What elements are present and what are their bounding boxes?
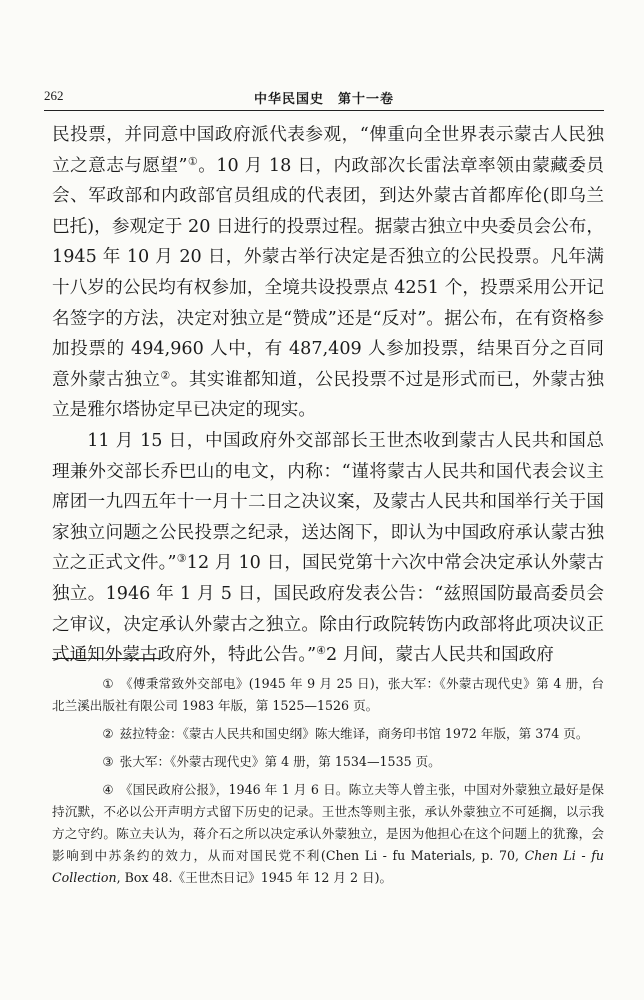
running-title: 中华民国史 第十一卷: [253, 92, 394, 107]
footnotes-section: [52, 673, 604, 895]
footnote-text-part-a: 《国民政府公报》，1946 年 1 月 6 日。陈立夫等人曾主张，中国对外蒙独立最好是保持沉默，不必以公开声明方式留下历史的记录。王世杰等则主张，承认外蒙独立不可延搁，以示我方之守约。陈立夫认为，蒋介石之所以决定承认外蒙独立，是因为他担心在这个问题上的犹豫，会影响到中苏条约的效力，从而对国民党不利(Chen Li - fu Materials, p. 70,: [52, 782, 604, 863]
paragraph-1: [52, 120, 604, 426]
paragraph-1-part-b: 。10 月 18 日，内政部次长雷法章率领由蒙藏委员会、军政部和内政部官员组成的代表团，到达外蒙古首都库伦(即乌兰巴托)，参观定于 20 日进行的投票过程。据蒙古独立中央委员会公布，1945 年 10 月 20 日，外蒙古举行决定是否独立的公民投票。凡年满十八岁的公民均有权参加，全境共设投票点 4251 个，投票采用公开记名签字的方法，决定对独立是“赞成”还是“反对”。据公布，在有资格参加投票的 494,960 人中，有 487,409 人参加投票，结果百分之百同意外蒙古独立: [52, 155, 604, 390]
page-number: 262: [44, 88, 64, 103]
footnote-text-italic: Chen Li - fu Collection: [52, 848, 604, 885]
footnote-text-part-b: , Box 48.《王世杰日记》1945 年 12 月 2 日)。: [116, 870, 393, 885]
footnote-ref-1[interactable]: ①: [187, 154, 199, 168]
footnote-text: 兹拉特金：《蒙古人民共和国史纲》陈大维译，商务印书馆 1972 年版，第 374 页。: [119, 726, 589, 741]
footnote-4: [52, 779, 604, 889]
page-header: [44, 86, 604, 111]
footnote-marker: ③: [102, 754, 114, 769]
paragraph-2-part-a: 11 月 15 日，中国政府外交部部长王世杰收到蒙古人民共和国总理兼外交部长乔巴山的电文，内称：“谨将蒙古人民共和国代表会议主席团一九四五年十一月十二日之决议案，及蒙古人民共和国举行关于国家独立问题之公民投票之纪录，送达阁下，即认为中国政府承认蒙古独立之正式文件。”: [52, 430, 604, 574]
footnote-text: 《傅秉常致外交部电》(1945 年 9 月 25 日)，张大军：《外蒙古现代史》第 4 册，台北兰溪出版社有限公司 1983 年版，第 1525—1526 页。: [52, 676, 604, 713]
paragraph-2-part-c: 2 月间，蒙古人民共和国政府: [325, 645, 554, 666]
footnote-ref-3[interactable]: ③: [176, 552, 187, 566]
footnote-text: 张大军：《外蒙古现代史》第 4 册，第 1534—1535 页。: [119, 754, 441, 769]
footnote-ref-2[interactable]: ②: [160, 368, 171, 382]
footnote-divider: [52, 658, 160, 659]
footnote-3: [52, 751, 604, 773]
footnote-marker: ②: [102, 726, 114, 741]
footnote-ref-4[interactable]: ④: [316, 644, 326, 658]
main-text: [52, 120, 604, 671]
footnote-2: [52, 723, 604, 745]
footnote-1: [52, 673, 604, 717]
paragraph-1-part-a: 民投票，并同意中国政府派代表参观，“俾重向全世界表示蒙古人民独立之意志与愿望”: [52, 125, 604, 176]
footnote-marker: ①: [102, 676, 114, 691]
footnote-marker: ④: [102, 782, 114, 797]
paragraph-2: [52, 426, 604, 671]
paragraph-2-part-b: 12 月 10 日，国民党第十六次中常会决定承认外蒙古独立。1946 年 1 月 5 日，国民政府发表公告：“兹照国防最高委员会之审议，决定承认外蒙古之独立。除由行政院转饬内政部将此项决议正式通知外蒙古政府外，特此公告。”: [52, 553, 604, 666]
paragraph-1-part-c: 。其实谁都知道，公民投票不过是形式而已，外蒙古独立是雅尔塔协定早已决定的现实。: [52, 369, 604, 421]
